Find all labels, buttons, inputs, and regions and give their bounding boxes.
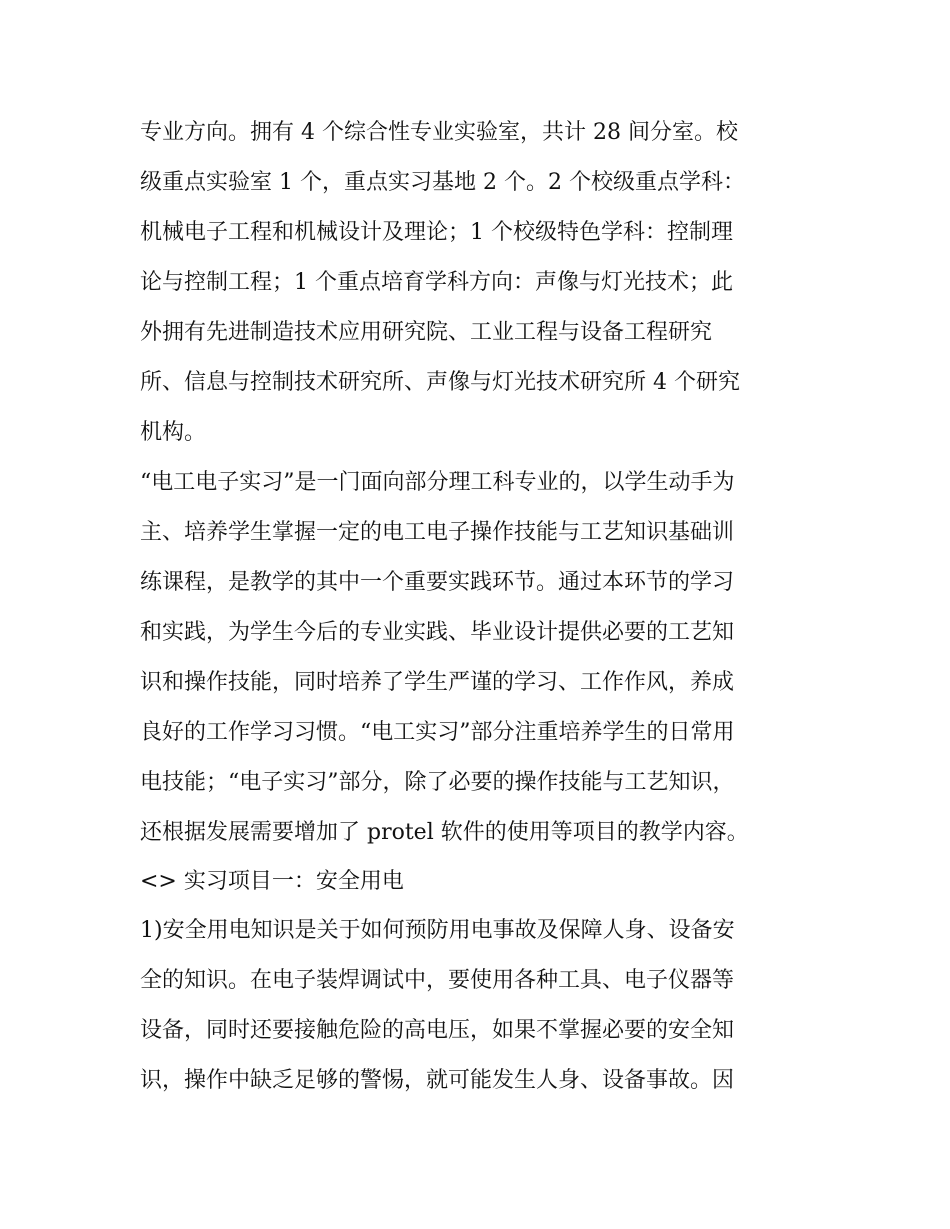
text-line: 和实践，为学生今后的专业实践、毕业设计提供必要的工艺知 [140,620,735,645]
text-line: 练课程，是教学的其中一个重要实践环节。通过本环节的学习 [140,570,735,595]
text-line: 论与控制工程；1 个重点培育学科方向：声像与灯光技术；此 [140,270,733,295]
paragraph-course-intro [140,458,820,858]
text-line: 专业方向。拥有 4 个综合性专业实验室，共计 28 间分室。校 [140,120,738,145]
text-line: 主、培养学生掌握一定的电工电子操作技能与工艺知识基础训 [140,520,735,545]
text-line: 外拥有先进制造技术应用研究院、工业工程与设备工程研究 [140,320,713,345]
text-line: 电技能；“电子实习”部分，除了必要的操作技能与工艺知识， [140,770,735,795]
section-heading: <> 实习项目一：安全用电 [140,869,404,894]
text-line: 机械电子工程和机械设计及理论；1 个校级特色学科：控制理 [140,220,733,245]
document-body [140,108,820,1106]
text-line: “电工电子实习”是一门面向部分理工科专业的，以学生动手为 [140,470,735,495]
text-line: 全的知识。在电子装焊调试中，要使用各种工具、电子仪器等 [140,968,735,993]
text-line: 设备，同时还要接触危险的高电压，如果不掌握必要的安全知 [140,1018,735,1043]
text-line: 机构。 [140,420,207,445]
text-line: 识，操作中缺乏足够的警惕，就可能发生人身、设备事故。因 [140,1068,735,1093]
paragraph-safety [140,906,820,1106]
text-line: 识和操作技能，同时培养了学生严谨的学习、工作作风，养成 [140,670,735,695]
paragraph-lab-facilities [140,108,820,458]
text-line: 良好的工作学习习惯。“电工实习”部分注重培养学生的日常用 [140,720,735,745]
text-line: 级重点实验室 1 个，重点实习基地 2 个。2 个校级重点学科： [140,170,745,195]
text-line: 1)安全用电知识是关于如何预防用电事故及保障人身、设备安 [140,918,735,943]
text-line: 所、信息与控制技术研究所、声像与灯光技术研究所 4 个研究 [140,370,740,395]
text-line: 还根据发展需要增加了 protel 软件的使用等项目的教学内容。 [140,820,749,845]
